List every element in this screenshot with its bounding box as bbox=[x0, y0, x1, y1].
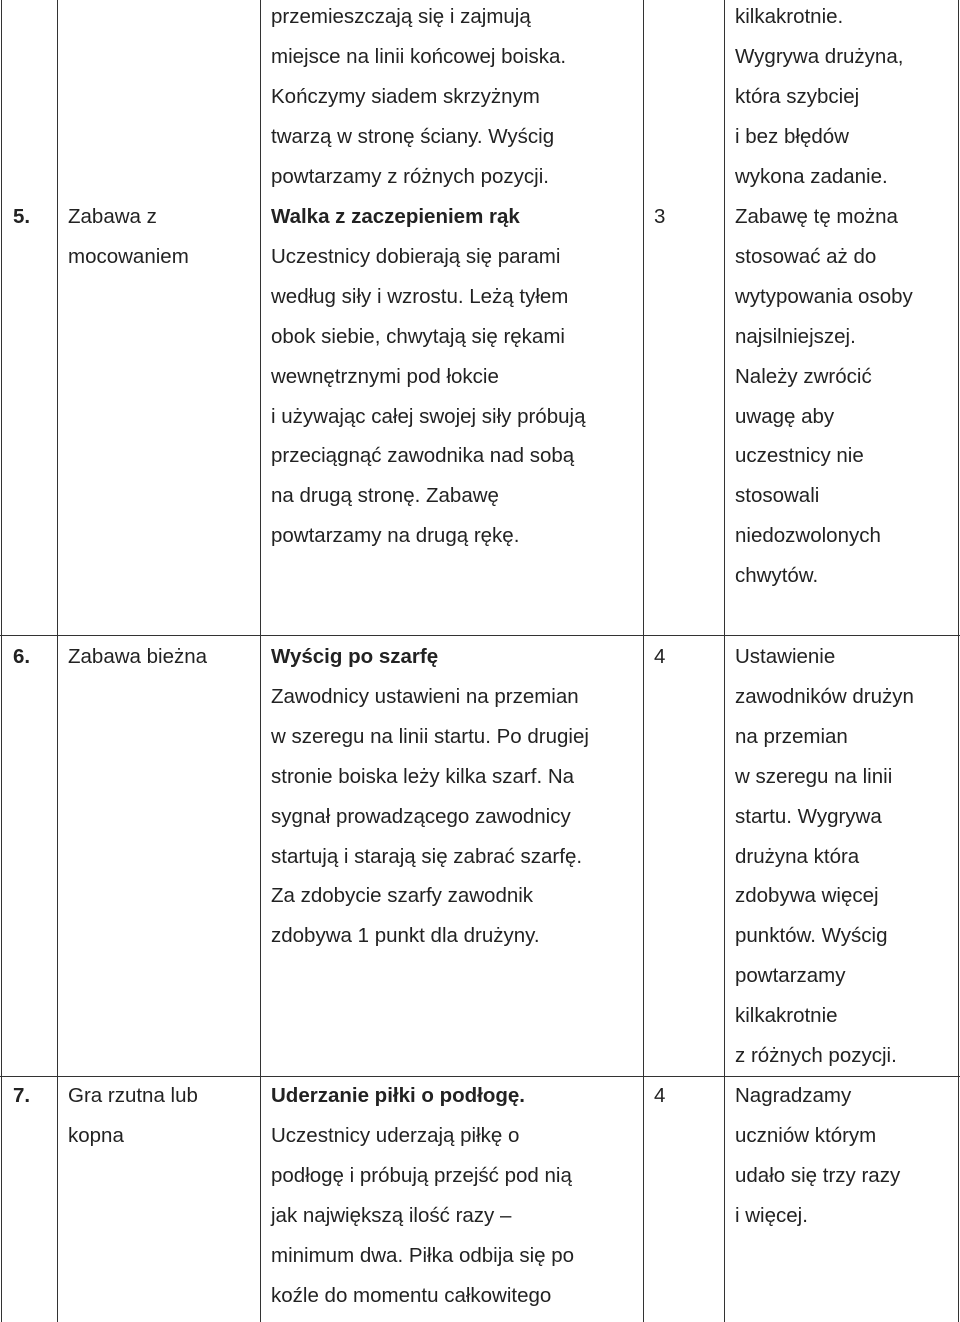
activity-description bbox=[271, 0, 647, 197]
text-line: zawodników drużyn bbox=[735, 684, 914, 708]
text-line: kilkakrotnie. bbox=[735, 5, 844, 28]
activity-title: Uderzanie piłki o podłogę. bbox=[271, 1084, 525, 1107]
table-border-left bbox=[1, 0, 2, 1322]
text-line: minimum dwa. Piłka odbija się po bbox=[271, 1243, 575, 1267]
text-line: Zabawa bieżna bbox=[68, 645, 208, 668]
text-line: stosować aż do bbox=[735, 244, 877, 268]
text-line: Zawodnicy ustawieni na przemian bbox=[271, 684, 579, 708]
text-line: która szybciej bbox=[735, 84, 860, 108]
activity-description bbox=[271, 1076, 647, 1315]
text-line: w szeregu na linii startu. Po drugiej bbox=[271, 724, 589, 748]
text-line: powtarzamy bbox=[735, 964, 846, 988]
text-line: koźle do momentu całkowitego bbox=[271, 1283, 552, 1307]
text-line: stosowali bbox=[735, 484, 820, 508]
text-line: Za zdobycie szarfy zawodnik bbox=[271, 884, 534, 908]
activity-description bbox=[271, 637, 647, 956]
text-line: obok siebie, chwytają się rękami bbox=[271, 324, 565, 348]
activity-number: 7. bbox=[13, 1084, 31, 1107]
text-line: kopna bbox=[68, 1123, 124, 1147]
column-divider bbox=[57, 0, 58, 1322]
column-divider bbox=[724, 0, 725, 1322]
text-line: Uczestnicy dobierają się parami bbox=[271, 244, 561, 268]
text-line: najsilniejszej. bbox=[735, 324, 856, 348]
text-line: udało się trzy razy bbox=[735, 1163, 901, 1187]
activity-notes bbox=[735, 1076, 959, 1236]
text-line: wykona zadanie. bbox=[735, 164, 888, 188]
activity-type bbox=[68, 197, 258, 277]
text-line: drużyna która bbox=[735, 844, 860, 868]
activity-description bbox=[271, 197, 647, 556]
text-line: uczniów którym bbox=[735, 1123, 877, 1147]
text-line: podłogę i próbują przejść pod nią bbox=[271, 1163, 572, 1187]
activity-type bbox=[68, 1076, 258, 1156]
activity-notes bbox=[735, 0, 959, 197]
text-line: startują i starają się zabrać szarfę. bbox=[271, 844, 583, 868]
text-line: miejsce na linii końcowej boiska. bbox=[271, 44, 567, 68]
text-line: i używając całej swojej siły próbują bbox=[271, 404, 586, 428]
text-line: twarzą w stronę ściany. Wyścig bbox=[271, 124, 555, 148]
row-divider bbox=[0, 635, 960, 636]
activity-duration: 3 bbox=[654, 205, 666, 228]
text-line: Ustawienie bbox=[735, 645, 836, 668]
text-line: zdobywa więcej bbox=[735, 884, 879, 908]
text-line: mocowaniem bbox=[68, 244, 189, 268]
text-line: w szeregu na linii bbox=[735, 764, 893, 788]
text-line: wytypowania osoby bbox=[735, 284, 913, 308]
activity-duration: 4 bbox=[654, 645, 666, 668]
text-line: i więcej. bbox=[735, 1203, 808, 1227]
text-line: jak największą ilość razy – bbox=[271, 1203, 512, 1227]
text-line: zdobywa 1 punkt dla drużyny. bbox=[271, 924, 540, 948]
activity-title: Wyścig po szarfę bbox=[271, 645, 439, 668]
activity-number: 6. bbox=[13, 645, 31, 668]
activity-notes bbox=[735, 197, 959, 596]
activity-title: Walka z zaczepieniem rąk bbox=[271, 205, 520, 228]
text-line: Wygrywa drużyna, bbox=[735, 44, 904, 68]
text-line: uwagę aby bbox=[735, 404, 835, 428]
text-line: stronie boiska leży kilka szarf. Na bbox=[271, 764, 575, 788]
text-line: sygnał prowadzącego zawodnicy bbox=[271, 804, 571, 828]
text-line: powtarzamy z różnych pozycji. bbox=[271, 164, 549, 188]
text-line: Nagradzamy bbox=[735, 1084, 852, 1107]
text-line: na przemian bbox=[735, 724, 848, 748]
text-line: Gra rzutna lub bbox=[68, 1084, 198, 1107]
text-line: Zabawę tę można bbox=[735, 205, 898, 228]
text-line: na drugą stronę. Zabawę bbox=[271, 484, 499, 508]
text-line: niedozwolonych bbox=[735, 524, 881, 548]
activity-type bbox=[68, 637, 258, 677]
column-divider bbox=[260, 0, 261, 1322]
text-line: chwytów. bbox=[735, 564, 819, 588]
text-line: Uczestnicy uderzają piłkę o bbox=[271, 1123, 520, 1147]
text-line: Należy zwrócić bbox=[735, 364, 872, 388]
text-line: powtarzamy na drugą rękę. bbox=[271, 524, 520, 548]
text-line: uczestnicy nie bbox=[735, 444, 864, 468]
text-line: Zabawa z bbox=[68, 205, 157, 228]
activity-number: 5. bbox=[13, 205, 31, 228]
text-line: Kończymy siadem skrzyżnym bbox=[271, 84, 540, 108]
text-line: kilkakrotnie bbox=[735, 1004, 838, 1028]
text-line: przemieszczają się i zajmują bbox=[271, 5, 531, 28]
text-line: punktów. Wyścig bbox=[735, 924, 888, 948]
text-line: i bez błędów bbox=[735, 124, 849, 148]
text-line: według siły i wzrostu. Leżą tyłem bbox=[271, 284, 569, 308]
activity-duration: 4 bbox=[654, 1084, 666, 1107]
text-line: wewnętrznymi pod łokcie bbox=[271, 364, 499, 388]
activity-notes bbox=[735, 637, 959, 1076]
text-line: przeciągnąć zawodnika nad sobą bbox=[271, 444, 575, 468]
text-line: startu. Wygrywa bbox=[735, 804, 882, 828]
text-line: z różnych pozycji. bbox=[735, 1044, 897, 1068]
